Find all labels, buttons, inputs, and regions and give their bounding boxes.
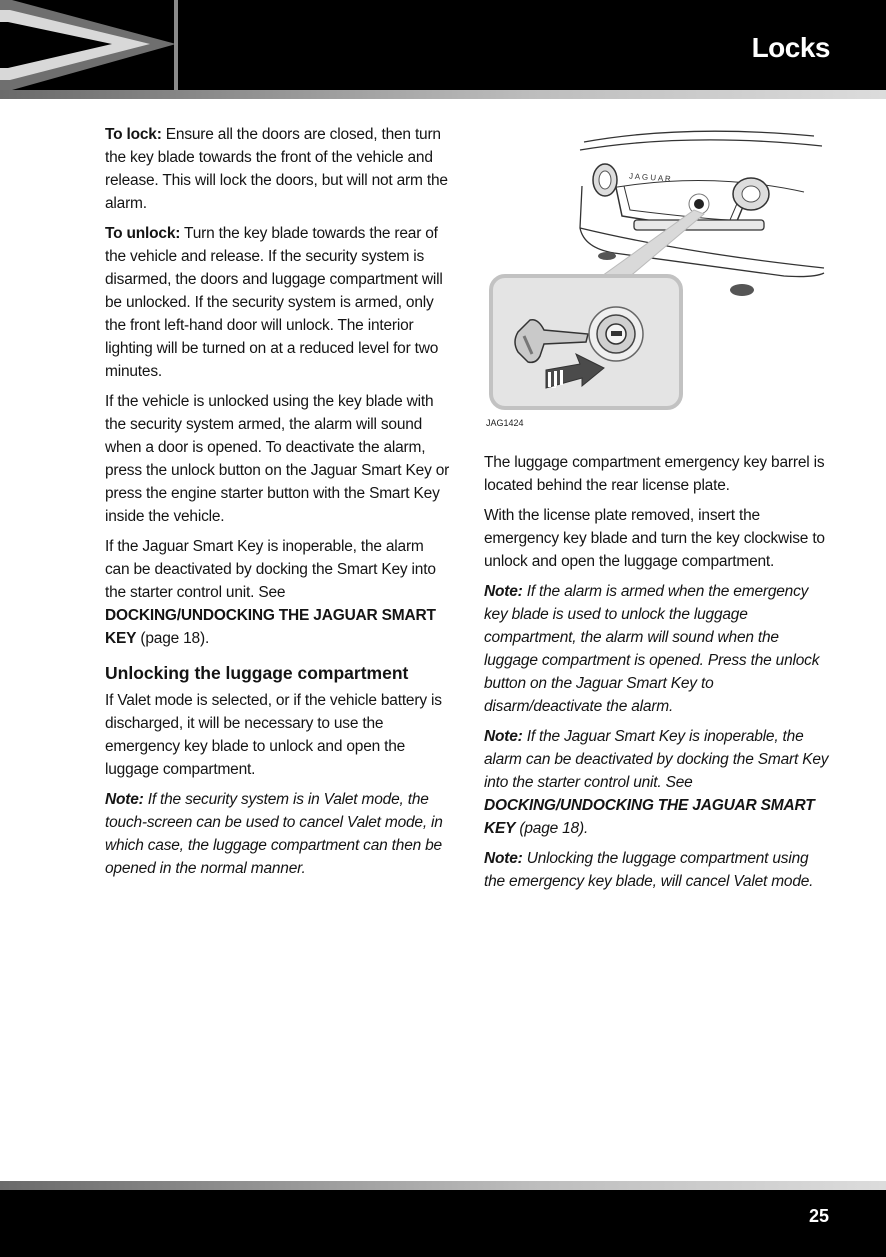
note-label: Note: <box>484 728 523 745</box>
barrel-paragraph: The luggage compartment emergency key barrel is located behind the rear license plate. <box>484 454 825 494</box>
jaguar-badge-text: J A G U A R <box>628 171 672 184</box>
inoperable-page-ref: (page 18). <box>136 630 210 647</box>
note-label: Note: <box>484 583 523 600</box>
alarm-note <box>484 580 829 718</box>
cancel-note <box>484 847 829 893</box>
unlock-label: To unlock: <box>105 225 181 242</box>
key-barrel-illustration <box>484 128 830 416</box>
left-column <box>105 123 450 887</box>
valet-note <box>105 788 450 880</box>
lock-barrel-icon <box>589 307 643 361</box>
lock-paragraph <box>105 123 450 215</box>
note-text: If the Jaguar Smart Key is inoperable, the alarm can be deactivated by docking the Smart Key into the starter control unit. See <box>484 728 829 791</box>
alarm-paragraph: If the vehicle is unlocked using the key blade with the security system armed, the alarm will sound when a door is opened. To deactivate the alarm, press the unlock button on the Jaguar Smart Key or press the engine starter button with the Smart Key inside the vehicle. <box>105 393 450 525</box>
unlock-text: Turn the key blade towards the rear of the vehicle and release. If the security system is disarmed, the doors and luggage compartment will be unlocked. If the security system is armed, only the front left-hand door will unlock. The interior lighting will be turned on at a reduced level for two minutes. <box>105 225 443 380</box>
docking-xref-link[interactable]: DOCKING/UNDOCKING THE JAGUAR SMART KEY <box>484 797 815 837</box>
docking-xref-link[interactable]: DOCKING/UNDOCKING THE JAGUAR SMART KEY <box>105 607 436 647</box>
note-text: Unlocking the luggage compartment using the emergency key blade, will cancel Valet mode. <box>484 850 814 890</box>
inoperable-text: If the Jaguar Smart Key is inoperable, the alarm can be deactivated by docking the Smart Key into the starter control unit. See <box>105 538 436 601</box>
lock-label: To lock: <box>105 126 162 143</box>
note-label: Note: <box>484 850 523 867</box>
header-divider-band <box>0 90 886 99</box>
right-column <box>484 451 829 900</box>
note-text: If the security system is in Valet mode, the touch-screen can be used to cancel Valet mode, in which case, the luggage compartment can then be opened in the normal manner. <box>105 791 443 877</box>
inoperable-paragraph <box>105 535 450 650</box>
chevron-arrow-graphic <box>0 0 190 90</box>
lock-text: Ensure all the doors are closed, then turn the key blade towards the front of the vehicle and release. This will lock the doors, but will not arm the alarm. <box>105 126 448 212</box>
unlock-paragraph <box>105 222 450 383</box>
inoperable-note <box>484 725 829 840</box>
figure-id: JAG1424 <box>486 418 524 428</box>
page-number: 25 <box>808 1206 829 1226</box>
page-footer <box>0 1190 886 1257</box>
plate-paragraph: With the license plate removed, insert the emergency key blade and turn the key clockwise to unlock and open the luggage compartment. <box>484 507 825 570</box>
page-header <box>0 0 886 90</box>
key-barrel-dot <box>694 199 704 209</box>
footer-divider-band <box>0 1181 886 1190</box>
page-title: Locks <box>751 32 830 63</box>
note-label: Note: <box>105 791 144 808</box>
note-text: If the alarm is armed when the emergency key blade is used to unlock the luggage compartment, the alarm will sound when the luggage compartment is opened. Press the unlock button on the Jaguar Smart Key to disarm/deactivate the alarm. <box>484 583 820 715</box>
note-page-ref: (page 18). <box>515 820 589 837</box>
valet-paragraph: If Valet mode is selected, or if the vehicle battery is discharged, it will be necessary to use the emergency key blade to unlock and open the luggage compartment. <box>105 692 442 778</box>
section-heading: Unlocking the luggage compartment <box>105 663 409 683</box>
